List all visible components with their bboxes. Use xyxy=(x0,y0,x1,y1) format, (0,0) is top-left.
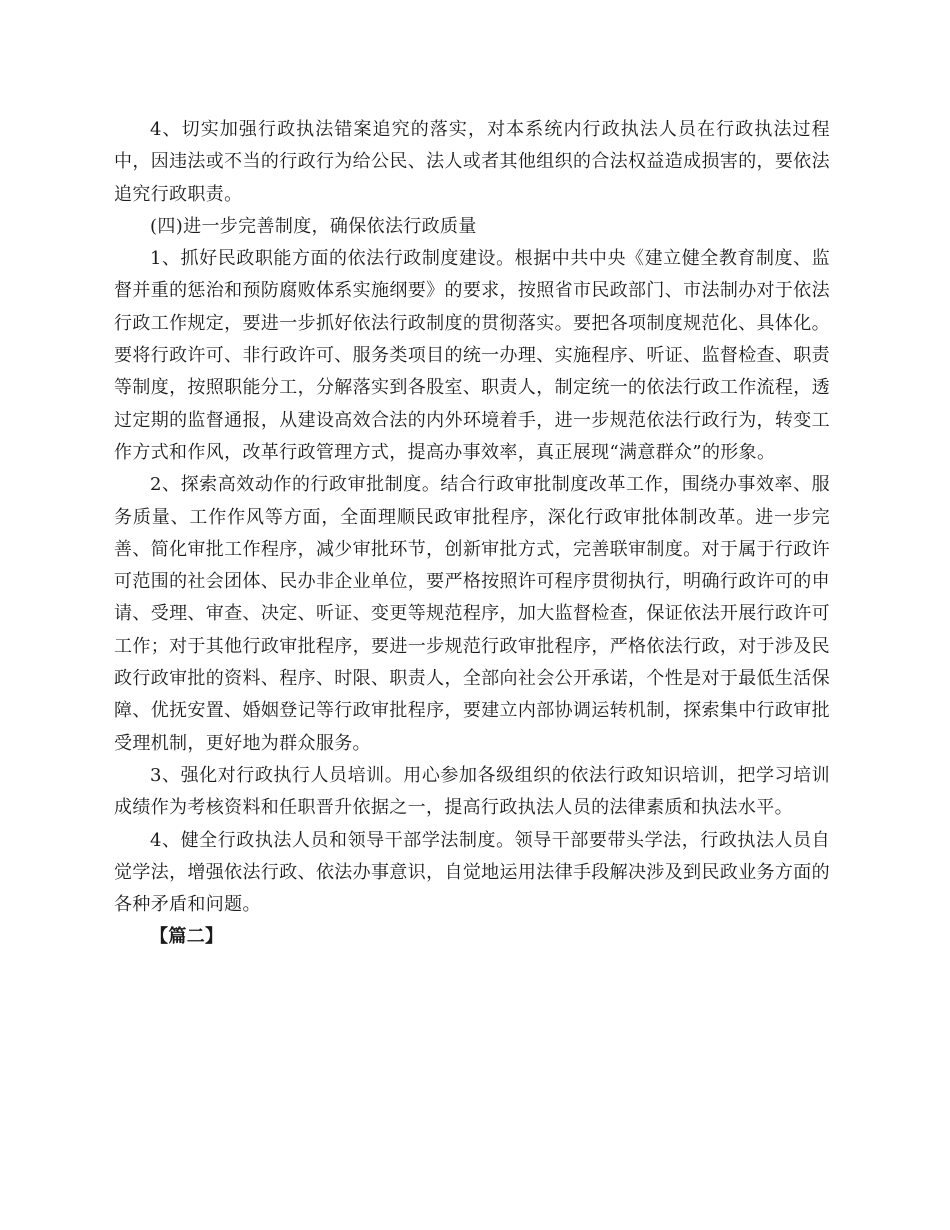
paragraph-law-study: 4、健全行政执法人员和领导干部学法制度。领导干部要带头学法，行政执法人员自觉学法，增强依法行政、依法办事意识，自觉地运用法律手段解决涉及到民政业务方面的各种矛盾和问题。 xyxy=(114,829,830,916)
paragraph-accountability: 4、切实加强行政执法错案追究的落实，对本系统内行政执法人员在行政执法过程中，因违法或不当的行政行为给公民、法人或者其他组织的合法权益造成损害的，要依法追究行政职责。 xyxy=(114,119,830,205)
paragraph-system-building: 1、抓好民政职能方面的依法行政制度建设。根据中共中央《建立健全教育制度、监督并重的惩治和预防腐败体系实施纲要》的要求，按照省市民政部门、市法制办对于依法行政工作规定，要进一步抓好依法行政制度的贯彻落实。要把各项制度规范化、具体化。要将行政许可、非行政许可、服务类项目的统一办理、实施程序、听证、监督检查、职责等制度，按照职能分工，分解落实到各股室、职责人，制定统一的依法行政工作流程，透过定期的监督通报，从建设高效合法的内外环境着手，进一步规范依法行政行为，转变工作方式和作风，改革行政管理方式，提高办事效率，真正展现“满意群众”的形象。 xyxy=(114,248,830,463)
section-marker-part-two: 【篇二】 xyxy=(150,926,224,948)
paragraph-approval-system: 2、探索高效动作的行政审批制度。结合行政审批制度改革工作，围绕办事效率、服务质量、工作作风等方面，全面理顺民政审批程序，深化行政审批体制改革。进一步完善、简化审批工作程序，减少审批环节，创新审批方式，完善联审制度。对于属于行政许可范围的社会团体、民办非企业单位，要严格按照许可程序贯彻执行，明确行政许可的申请、受理、审查、决定、听证、变更等规范程序，加大监督检查，保证依法开展行政许可工作；对于其他行政审批程序，要进一步规范行政审批程序，严格依法行政，对于涉及民政行政审批的资料、程序、时限、职责人，全部向社会公开承诺，个性是对于最低生活保障、优抚安置、婚姻登记等行政审批程序，要建立内部协调运转机制，探索集中行政审批受理机制，更好地为群众服务。 xyxy=(114,474,830,754)
section-heading-four: (四)进一步完善制度，确保依法行政质量 xyxy=(150,215,477,237)
document-body xyxy=(114,114,830,954)
paragraph-training: 3、强化对行政执行人员培训。用心参加各级组织的依法行政知识培训，把学习培训成绩作为考核资料和任职晋升依据之一，提高行政执法人员的法律素质和执法水平。 xyxy=(114,764,830,819)
